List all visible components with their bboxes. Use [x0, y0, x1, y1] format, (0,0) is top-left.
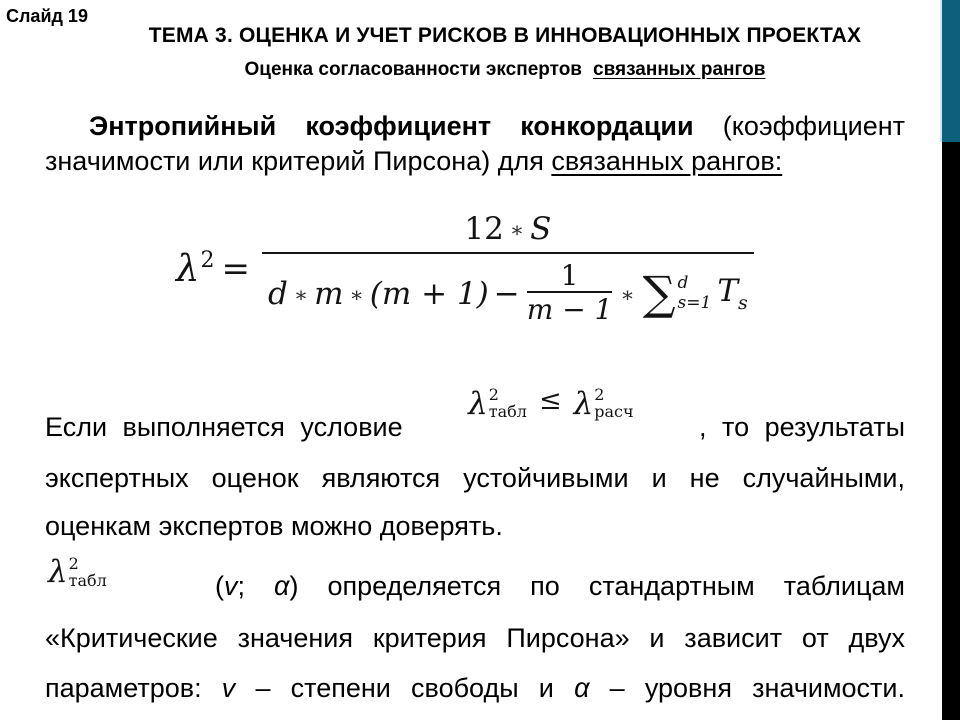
note-alpha-symbol: α — [274, 571, 290, 601]
note-separator: ; — [237, 571, 275, 601]
lambda-exponent: 2 — [594, 385, 605, 405]
minus-sign: − — [493, 275, 520, 312]
den-m: m — [314, 275, 344, 312]
formula-fraction — [262, 211, 754, 327]
condition-text-before: Если выполняется условие — [45, 412, 403, 442]
note-v-symbol: v — [221, 673, 236, 703]
concordance-formula — [176, 211, 754, 327]
lambda-symbol: λ — [468, 385, 488, 422]
lambda-scripts — [594, 387, 633, 421]
right-accent-bar-teal — [942, 0, 960, 142]
note-line3-mid: – степени свободы и — [235, 673, 575, 703]
sum-operator — [642, 266, 712, 321]
lambda-scripts — [69, 556, 107, 590]
lambda-tabl-group — [468, 387, 527, 421]
subtitle-text: Оценка согласованности экспертов — [244, 59, 582, 80]
subtitle-underline: связанных рангов — [593, 59, 766, 80]
formula-equals: = — [221, 248, 250, 289]
intro-line-1 — [45, 109, 905, 143]
condition-line-2: экспертных оценок являются устойчивыми и не случайными, — [45, 463, 905, 493]
intro-line1-rest: (коэффициент — [693, 111, 905, 141]
lambda-subscript-tabl: табл — [68, 570, 107, 590]
numerator-coefficient: 12 — [464, 211, 504, 247]
note-v-symbol: v — [224, 571, 238, 601]
right-accent-bar-black — [942, 142, 960, 720]
lambda-symbol: λ — [176, 247, 200, 291]
multiply-sign: ∗ — [620, 282, 635, 307]
den-d: d — [267, 275, 288, 312]
sum-upper-limit: d — [677, 273, 689, 294]
inner-denominator: m − 1 — [526, 293, 613, 327]
formula-numerator — [464, 211, 551, 252]
lambda-symbol: λ — [573, 385, 594, 422]
lambda-scripts — [489, 387, 527, 421]
note-line3-post: – уровня значимости. — [589, 673, 905, 703]
inner-fraction — [527, 261, 613, 327]
lambda-exponent: 2 — [488, 385, 499, 405]
condition-inline-formula — [468, 387, 633, 421]
note-line-2: «Критические значения критерия Пирсона» и зависит от двух — [45, 623, 905, 653]
slide-subtitle — [108, 59, 902, 81]
sigma-icon: ∑ — [642, 266, 676, 321]
note-line1-text: ) определяется по стандартным таблицам — [289, 571, 905, 601]
note-line-1 — [215, 569, 905, 603]
term-T — [717, 273, 747, 314]
term-T-symbol: T — [717, 273, 739, 310]
note-lambda-tabl — [48, 556, 107, 590]
term-T-subscript: s — [738, 292, 748, 315]
lambda-calc-group — [574, 387, 634, 421]
den-m-plus-1: (m + 1) — [369, 275, 489, 312]
formula-lhs-lambda — [176, 247, 215, 291]
slide-title: ТЕМА 3. ОЦЕНКА И УЧЕТ РИСКОВ В ИННОВАЦИОННЫХ ПРОЕКТАХ — [148, 24, 862, 47]
intro-line2-underline: связанных рангов: — [551, 146, 783, 176]
intro-line-2 — [45, 144, 905, 178]
intro-line2-text: значимости или критерий Пирсона) для — [45, 146, 552, 176]
multiply-sign: ∗ — [509, 218, 525, 242]
numerator-S: S — [530, 211, 552, 247]
note-line-3 — [45, 671, 905, 705]
slide-number: Слайд 19 — [6, 6, 88, 26]
intro-bold-term: Энтропийный коэффициент конкордации — [89, 111, 694, 141]
formula-denominator — [262, 252, 754, 327]
leq-operator: ≤ — [538, 385, 562, 416]
note-paren-open: ( — [215, 571, 224, 601]
condition-text-after: , то результаты — [699, 412, 905, 442]
lambda-exponent: 2 — [200, 248, 215, 274]
note-alpha-symbol: α — [574, 673, 590, 703]
condition-line-1 — [45, 385, 905, 444]
lambda-subscript-calc: расч — [594, 402, 634, 421]
sum-lower-limit: s=1 — [677, 292, 712, 313]
condition-line-3: оценкам экспертов можно доверять. — [45, 511, 503, 541]
note-line3-pre: параметров: — [45, 673, 222, 703]
multiply-sign: ∗ — [349, 282, 364, 307]
lambda-exponent: 2 — [68, 554, 79, 573]
multiply-sign: ∗ — [293, 282, 309, 307]
lambda-symbol: λ — [48, 554, 68, 591]
lambda-subscript-tabl: табл — [488, 402, 527, 421]
inner-numerator: 1 — [560, 259, 579, 292]
sum-scripts — [678, 274, 712, 313]
